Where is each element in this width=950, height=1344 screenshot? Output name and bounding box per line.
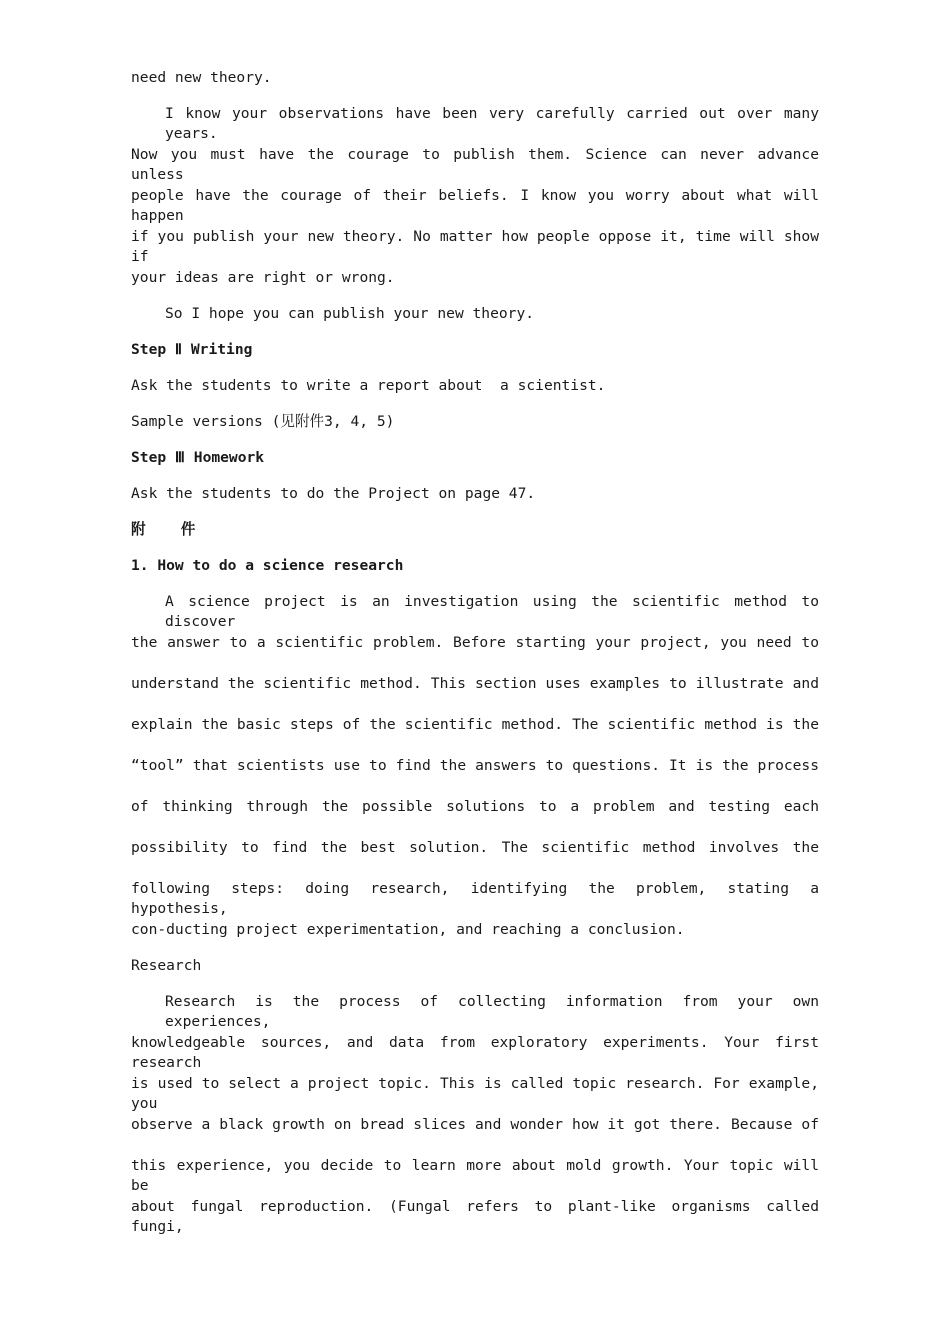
text-line: “tool” that scientists use to find the answers to questions. It is the process: [131, 757, 819, 774]
text-line: is used to select a project topic. This is called topic research. For example, you: [131, 1075, 819, 1112]
section-heading: Step Ⅲ Homework: [131, 449, 265, 466]
text-line: understand the scientific method. This section uses examples to illustrate and: [131, 675, 819, 692]
text-line: Sample versions (见附件3, 4, 5): [131, 413, 395, 430]
text-line: Now you must have the courage to publish them. Science can never advance unless: [131, 146, 819, 183]
text-line: Ask the students to write a report about a scientist.: [131, 377, 606, 394]
text-line: the answer to a scientific problem. Before starting your project, you need to: [131, 634, 819, 651]
text-line: of thinking through the possible solutions to a problem and testing each: [131, 798, 819, 815]
text-line: knowledgeable sources, and data from exploratory experiments. Your first research: [131, 1034, 819, 1071]
subheading-research: Research: [131, 957, 202, 974]
section-heading: Step Ⅱ Writing: [131, 341, 253, 358]
text-line: Research is the process of collecting information from your own experiences,: [165, 993, 819, 1030]
text-line: need new theory.: [131, 69, 272, 86]
text-line: A science project is an investigation using the scientific method to discover: [165, 593, 819, 630]
text-line: possibility to find the best solution. The scientific method involves the: [131, 839, 819, 856]
text-line: So I hope you can publish your new theory.: [165, 305, 535, 322]
text-line: following steps: doing research, identifying the problem, stating a hypothesis,: [131, 880, 819, 917]
text-line: about fungal reproduction. (Fungal refers to plant-like organisms called fungi,: [131, 1198, 819, 1235]
text-line: if you publish your new theory. No matter how people oppose it, time will show if: [131, 228, 819, 265]
text-line: people have the courage of their beliefs. I know you worry about what will happen: [131, 187, 819, 224]
text-line: I know your observations have been very carefully carried out over many years.: [165, 105, 819, 142]
text-line: observe a black growth on bread slices and wonder how it got there. Because of: [131, 1116, 819, 1133]
text-line: Ask the students to do the Project on page 47.: [131, 485, 536, 502]
appendix-heading: 附 件: [131, 521, 196, 538]
text-line: con-ducting project experimentation, and reaching a conclusion.: [131, 921, 685, 938]
text-line: this experience, you decide to learn more about mold growth. Your topic will be: [131, 1157, 819, 1194]
text-line: explain the basic steps of the scientific method. The scientific method is the: [131, 716, 819, 733]
subsection-heading: 1. How to do a science research: [131, 557, 404, 574]
text-line: your ideas are right or wrong.: [131, 269, 395, 286]
